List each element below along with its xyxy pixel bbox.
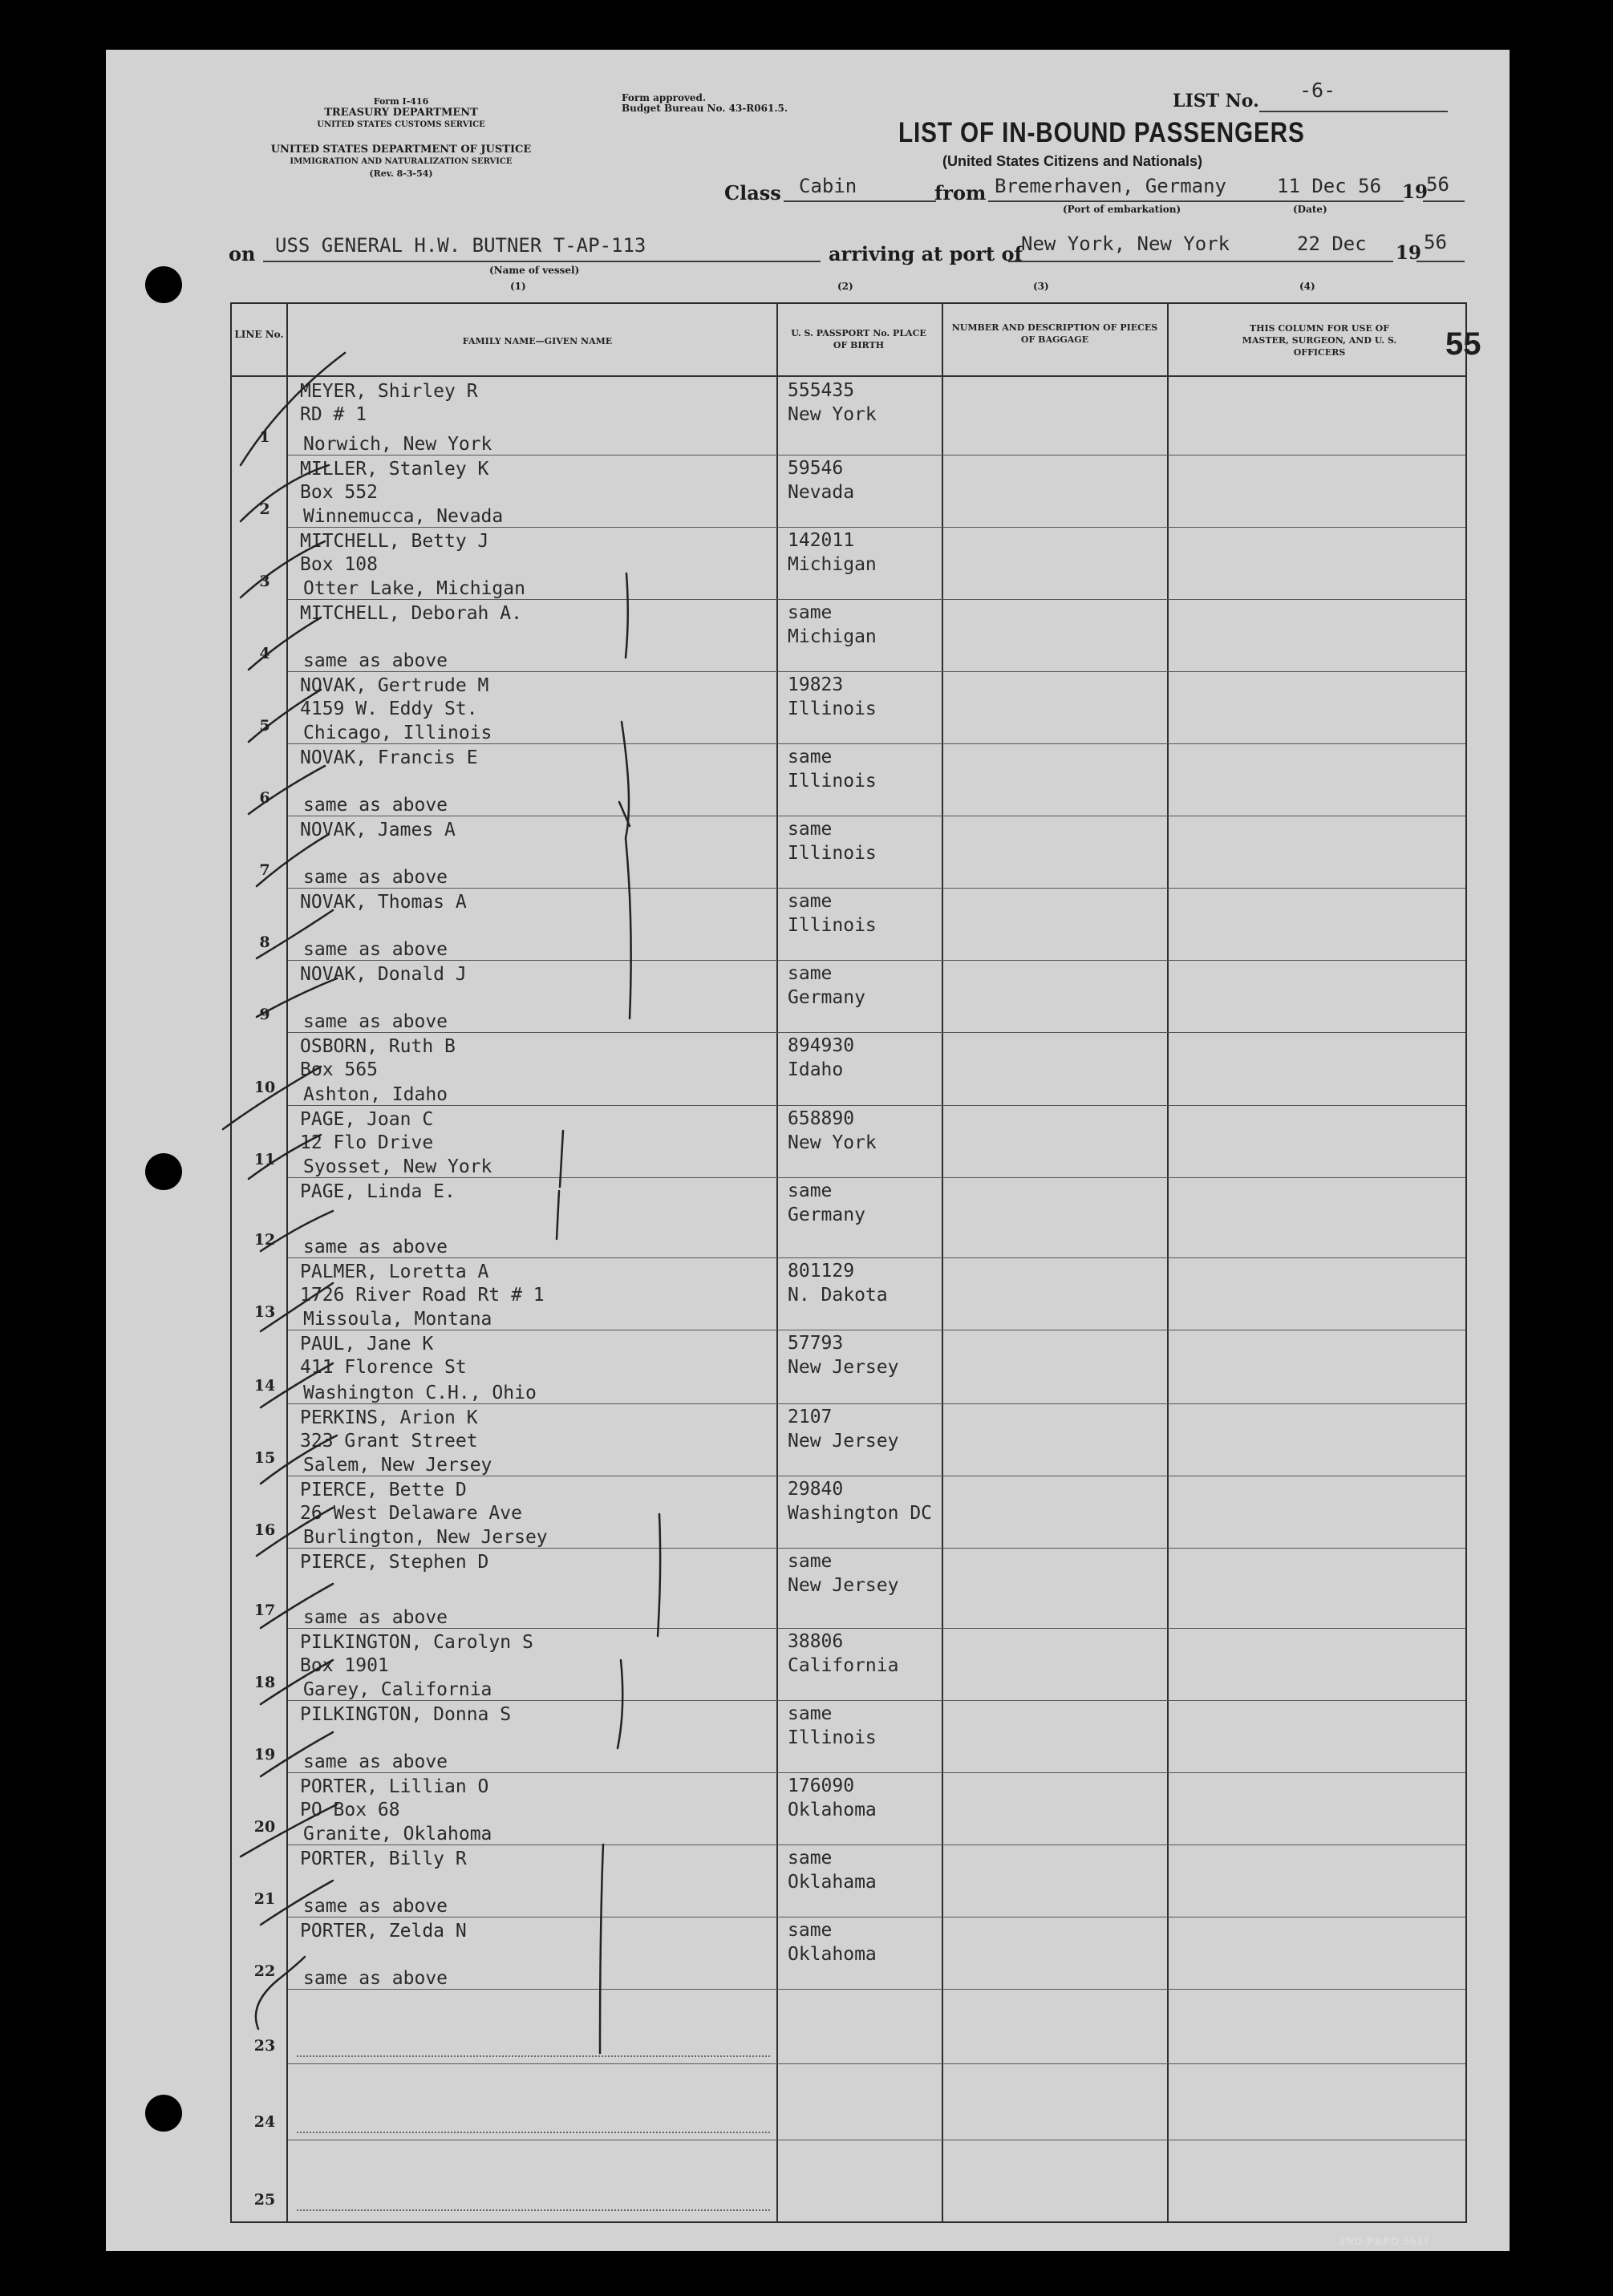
year-prefix: 19 [1396,242,1422,264]
line-number: 23 [253,2037,276,2055]
passenger-name: PALMER, Loretta A [300,1261,489,1282]
header-line-no: LINE No. [234,329,284,340]
list-no-value: -6- [1299,79,1336,102]
port-of-embarkation: Bremerhaven, Germany [995,175,1226,197]
passport-number: 59546 [788,458,844,479]
passenger-name: NOVAK, Donald J [300,964,467,985]
class-label: Class [724,181,781,204]
check-mark-icon [261,1363,333,1407]
arriving-label: arriving at port of [829,242,1023,265]
line-number: 25 [253,2191,276,2209]
passenger-address: Box 552 [300,482,378,503]
passenger-name: PERKINS, Arion K [300,1407,478,1428]
passport-number: 29840 [788,1479,844,1500]
passenger-city: same as above [303,867,448,888]
passenger-city: same as above [303,939,448,960]
line-number: 2 [259,500,270,518]
place-of-birth: Michigan [788,554,877,575]
passenger-address: Box 565 [300,1059,378,1080]
check-mark-icon [257,1508,333,1556]
check-mark-icon [249,766,325,814]
port-embarkation-caption: (Port of embarkation) [1063,204,1181,215]
passport-number: same [788,602,833,623]
passenger-city: same as above [303,795,448,816]
passenger-name: MEYER, Shirley R [300,381,478,402]
embarkation-year: 56 [1426,173,1449,196]
line-number: 8 [259,933,270,951]
check-mark-icon [256,1957,305,2029]
check-mark-icon [249,618,321,670]
treasury-label: TREASURY DEPARTMENT [324,107,478,119]
passenger-name: MITCHELL, Betty J [300,531,489,552]
vessel-name: USS GENERAL H.W. BUTNER T-AP-113 [275,234,646,257]
passenger-city: same as above [303,1968,448,1989]
passenger-address: PO Box 68 [300,1800,400,1820]
passport-number: 658890 [788,1108,855,1129]
check-mark-icon [257,978,337,1017]
passenger-name: NOVAK, James A [300,820,456,840]
line-number: 3 [259,573,270,590]
passenger-name: NOVAK, Francis E [300,747,478,768]
passenger-address: 26 West Delaware Ave [300,1503,522,1524]
check-mark-icon [261,1283,333,1331]
passport-number: 801129 [788,1261,855,1282]
passport-number: same [788,819,833,840]
arrival-date: 22 Dec [1297,233,1367,255]
check-mark-icon [261,1211,333,1251]
passport-number: 2107 [788,1407,833,1427]
passport-number: 57793 [788,1333,844,1354]
header-officers: THIS COLUMN FOR USE OF MASTER, SURGEON, AND U. S. OFFICERS [1242,323,1397,358]
passenger-city: Ashton, Idaho [303,1084,448,1105]
column-number-3: (3) [1033,281,1049,292]
ins-label: IMMIGRATION AND NATURALIZATION SERVICE [290,157,513,166]
check-mark-icon [223,1067,321,1129]
place-of-birth: Illinois [788,915,877,936]
printer-code: 3ND-P&PO 5637 [1339,2235,1430,2247]
passport-number: same [788,891,833,912]
line-number: 21 [253,1890,276,1908]
passenger-city: Winnemucca, Nevada [303,506,504,527]
passenger-name: PILKINGTON, Carolyn S [300,1632,533,1653]
place-of-birth: Oklahoma [788,1944,877,1965]
place-of-birth: Washington DC [788,1503,933,1524]
passenger-city: Garey, California [303,1679,492,1700]
check-mark-icon [249,690,321,742]
line-number: 16 [253,1521,276,1539]
class-value: Cabin [799,175,857,197]
list-no-label: LIST No. [1173,91,1259,111]
passport-number: same [788,1551,833,1572]
line-number: 5 [259,717,270,735]
check-mark-icon [261,1660,333,1704]
place-of-birth: Illinois [788,771,877,792]
year-prefix: 19 [1402,181,1429,203]
line-number: 10 [253,1079,276,1096]
passenger-city: Missoula, Montana [303,1309,492,1330]
line-number: 4 [259,645,270,662]
passenger-name: PAGE, Joan C [300,1109,434,1130]
passenger-address: Box 108 [300,554,378,575]
place-of-birth: Illinois [788,699,877,719]
passport-number: same [788,1920,833,1941]
passport-number: 176090 [788,1776,855,1796]
passenger-city: same as above [303,1751,448,1772]
passenger-city: same as above [303,650,448,671]
line-number: 20 [253,1818,276,1836]
place-of-birth: N. Dakota [788,1285,888,1306]
check-mark-icon [249,1135,321,1179]
passenger-city: Granite, Oklahoma [303,1824,492,1844]
budget-bureau: Budget Bureau No. 43-R061.5. [622,103,788,114]
place-of-birth: Illinois [788,843,877,864]
page-number: 55 [1445,326,1481,362]
line-number: 6 [259,789,270,807]
column-number-4: (4) [1299,281,1315,292]
passport-number: same [788,963,833,984]
place-of-birth: Germany [788,987,865,1008]
line-number: 7 [259,861,270,879]
passenger-address: Box 1901 [300,1655,389,1676]
passenger-city: Otter Lake, Michigan [303,578,525,599]
line-number: 19 [253,1746,276,1764]
line-number: 14 [253,1377,276,1395]
line-number: 9 [259,1006,270,1023]
check-mark-icon [261,1732,333,1776]
customs-label: UNITED STATES CUSTOMS SERVICE [317,120,485,129]
from-label: from [934,181,987,204]
passenger-name: NOVAK, Thomas A [300,892,467,913]
passenger-name: PORTER, Zelda N [300,1921,467,1942]
line-number: 17 [253,1602,276,1619]
line-number: 12 [253,1231,276,1249]
passport-number: same [788,1703,833,1724]
passenger-name: OSBORN, Ruth B [300,1036,456,1057]
passenger-city: Norwich, New York [303,434,492,455]
passenger-city: Washington C.H., Ohio [303,1383,537,1403]
header-name: FAMILY NAME—GIVEN NAME [462,336,613,346]
passenger-city: same as above [303,1607,448,1628]
date-caption: (Date) [1293,204,1327,215]
passenger-city: same as above [303,1237,448,1257]
passenger-name: PILKINGTON, Donna S [300,1704,512,1725]
check-mark-icon [241,1804,337,1857]
passenger-address: 411 Florence St [300,1357,467,1378]
passenger-city: Syosset, New York [303,1156,492,1177]
check-mark-icon [241,541,325,597]
check-mark-icon [261,1436,337,1484]
passport-number: same [788,747,833,767]
passenger-name: PIERCE, Bette D [300,1480,467,1500]
line-number: 1 [259,428,270,446]
passenger-name: MITCHELL, Deborah A. [300,603,522,624]
line-number: 15 [253,1449,276,1467]
place-of-birth: California [788,1655,899,1676]
place-of-birth: New Jersey [788,1575,899,1596]
vessel-caption: (Name of vessel) [489,265,580,276]
passenger-address: 1726 River Road Rt # 1 [300,1285,545,1306]
passport-number: 894930 [788,1035,855,1056]
place-of-birth: Idaho [788,1059,844,1080]
check-mark-icon [241,353,345,465]
place-of-birth: New Jersey [788,1357,899,1378]
on-label: on [229,242,256,265]
place-of-birth: Oklahoma [788,1800,877,1820]
passenger-name: PIERCE, Stephen D [300,1552,489,1573]
column-number-1: (1) [510,281,526,292]
line-number: 11 [253,1151,276,1168]
place-of-birth: New York [788,1132,877,1153]
revision-label: (Rev. 8-3-54) [369,168,433,179]
line-number: 13 [253,1303,276,1321]
passenger-city: same as above [303,1896,448,1917]
place-of-birth: New Jersey [788,1431,899,1452]
arrival-year: 56 [1424,231,1447,253]
check-mark-icon [261,1584,333,1628]
header-baggage: NUMBER AND DESCRIPTION OF PIECES OF BAGGAGE [951,322,1158,345]
passport-number: same [788,1180,833,1201]
passenger-city: Salem, New Jersey [303,1455,492,1476]
passenger-name: NOVAK, Gertrude M [300,675,489,696]
line-number: 22 [253,1962,276,1980]
passport-number: 38806 [788,1631,844,1652]
place-of-birth: Oklahama [788,1872,877,1893]
passenger-address: 323 Grant Street [300,1431,478,1452]
check-mark-icon [241,465,329,521]
check-mark-icon [261,1881,333,1925]
place-of-birth: Nevada [788,482,855,503]
passenger-address: 12 Flo Drive [300,1132,434,1153]
passenger-address: 4159 W. Eddy St. [300,699,478,719]
passenger-name: MILLER, Stanley K [300,459,489,480]
column-number-2: (2) [837,281,853,292]
passport-number: 142011 [788,530,855,551]
justice-label: UNITED STATES DEPARTMENT OF JUSTICE [270,144,532,156]
form-approved: Form approved. [622,92,707,103]
header-passport: U. S. PASSPORT No. PLACE OF BIRTH [791,328,926,350]
passenger-city: same as above [303,1011,448,1032]
embarkation-date: 11 Dec 56 [1277,175,1382,197]
place-of-birth: Illinois [788,1727,877,1748]
check-mark-icon [257,910,333,958]
arrival-port: New York, New York [1021,233,1230,255]
passenger-city: Chicago, Illinois [303,723,492,743]
passenger-name: PAGE, Linda E. [300,1181,456,1202]
passenger-city: Burlington, New Jersey [303,1527,548,1548]
passenger-name: PORTER, Lillian O [300,1776,489,1797]
place-of-birth: Michigan [788,626,877,647]
check-mark-icon [257,834,329,886]
place-of-birth: Germany [788,1205,865,1225]
passport-number: 555435 [788,380,855,401]
form-number: Form I-416 [373,96,429,107]
passport-number: 19823 [788,674,844,695]
page-subtitle: (United States Citizens and Nationals) [942,153,1203,169]
line-number: 18 [253,1674,276,1691]
passenger-name: PORTER, Billy R [300,1849,467,1869]
passenger-name: PAUL, Jane K [300,1334,434,1355]
line-number: 24 [253,2113,276,2131]
passenger-address: RD # 1 [300,404,367,425]
page-title: LIST OF IN-BOUND PASSENGERS [898,117,1305,148]
place-of-birth: New York [788,404,877,425]
passport-number: same [788,1848,833,1869]
